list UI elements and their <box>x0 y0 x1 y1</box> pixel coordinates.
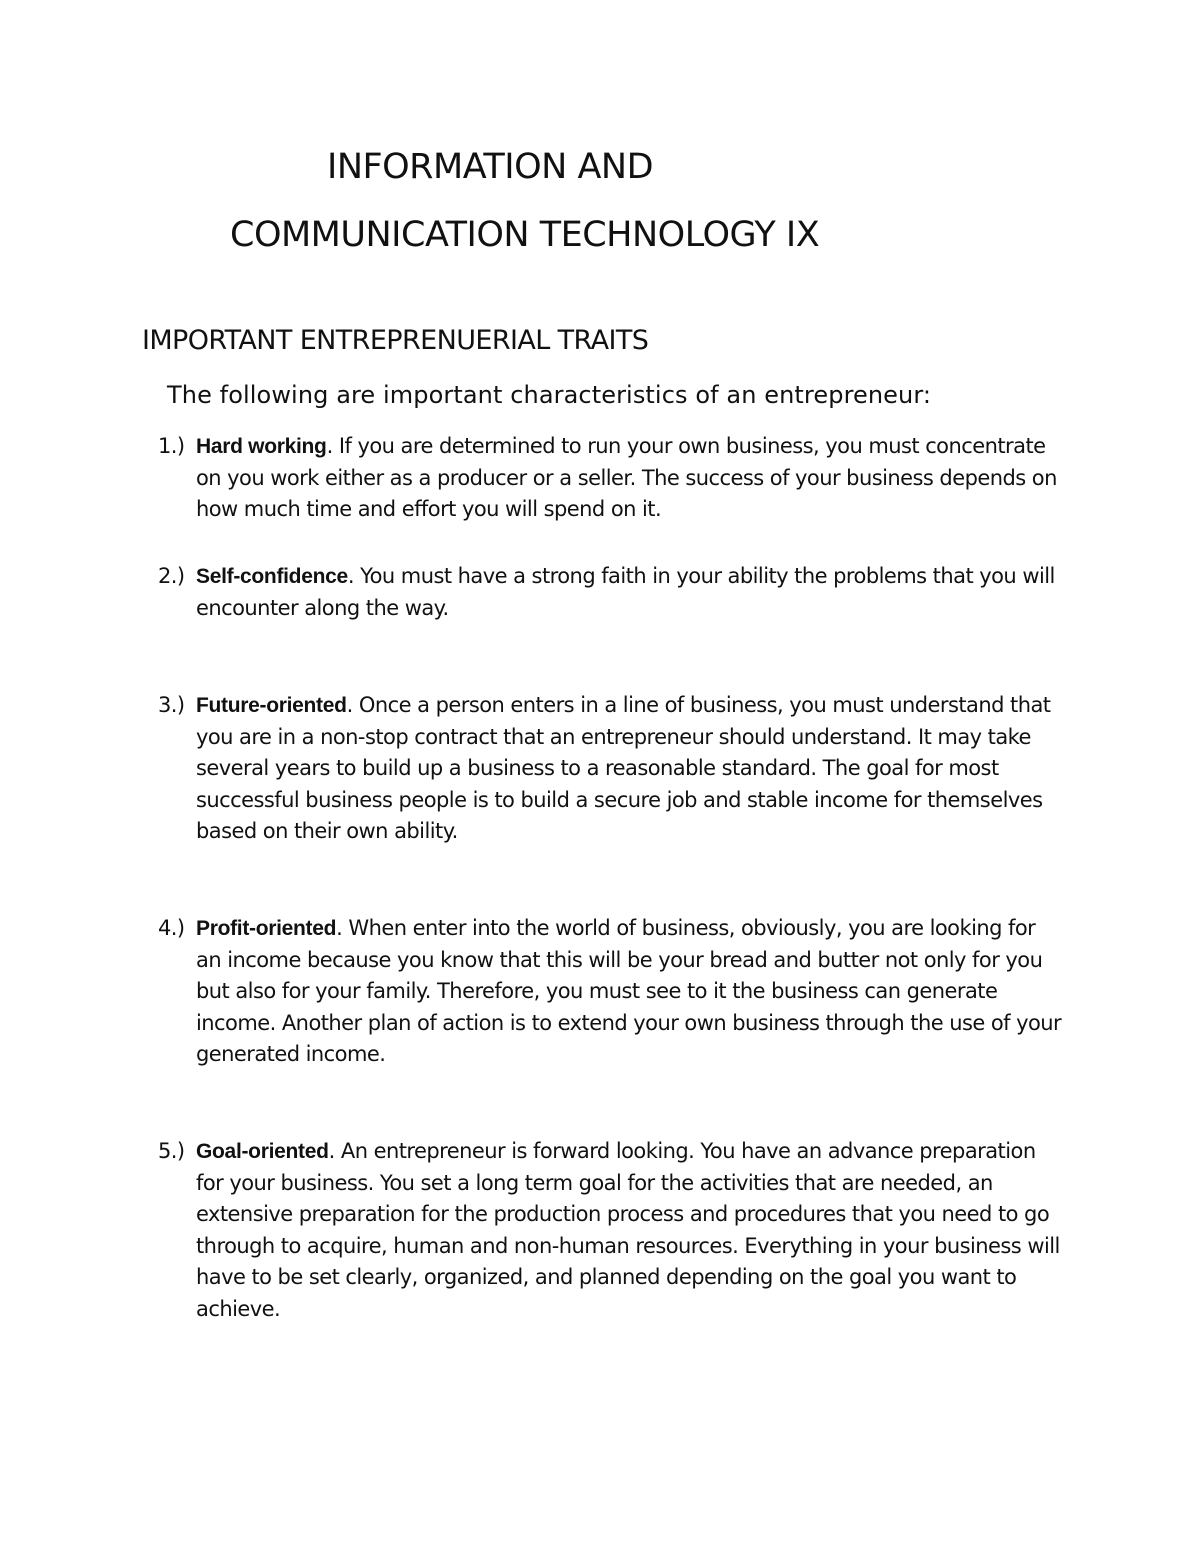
trait-number: 3.) <box>158 693 185 717</box>
trait-body <box>196 561 1063 624</box>
trait-item-goal-oriented <box>158 1136 1063 1325</box>
trait-term: Future-oriented <box>196 694 347 717</box>
trait-number: 4.) <box>158 916 185 940</box>
title-line-2: COMMUNICATION TECHNOLOGY IX <box>230 215 820 255</box>
trait-body <box>196 431 1063 526</box>
section-heading: IMPORTANT ENTREPRENUERIAL TRAITS <box>142 325 649 356</box>
trait-term: Profit-oriented <box>196 917 337 940</box>
trait-body <box>196 1136 1063 1325</box>
trait-term: Self-confidence <box>196 565 348 588</box>
trait-number: 2.) <box>158 564 185 588</box>
intro-text: The following are important characteristics of an entrepreneur: <box>167 381 932 409</box>
trait-item-hard-working <box>158 431 1063 526</box>
title-line-1: INFORMATION AND <box>327 147 654 187</box>
trait-term: Goal-oriented <box>196 1140 329 1163</box>
trait-number: 5.) <box>158 1139 185 1163</box>
trait-item-profit-oriented <box>158 913 1063 1071</box>
trait-text: . An entrepreneur is forward looking. You have an advance preparation for your business. You set a long term goal for the activities that are needed, an extensive preparation for the production process and procedures that you need to go through to acquire, human and non-human resources. Everything in your business will have to be set clearly, organized, and planned depending on the goal you want to achieve. <box>196 1139 1060 1321</box>
trait-text: . If you are determined to run your own business, you must concentrate on you work either as a producer or a seller. The success of your business depends on how much time and effort you will spend on it. <box>196 434 1057 521</box>
trait-body <box>196 913 1063 1071</box>
trait-text: . When enter into the world of business, obviously, you are looking for an income because you know that this will be your bread and butter not only for you but also for your family. Therefore, you must see to it the business can generate income. Another plan of action is to extend your own business through the use of your generated income. <box>196 916 1062 1066</box>
trait-text: . You must have a strong faith in your ability the problems that you will encounter along the way. <box>196 564 1055 620</box>
trait-number: 1.) <box>158 434 185 458</box>
trait-item-self-confidence <box>158 561 1063 624</box>
trait-text: . Once a person enters in a line of business, you must understand that you are in a non-stop contract that an entrepreneur should understand. It may take several years to build up a business to a reasonable standard. The goal for most successful business people is to build a secure job and stable income for themselves based on their own ability. <box>196 693 1051 843</box>
trait-body <box>196 690 1063 848</box>
trait-item-future-oriented <box>158 690 1063 848</box>
trait-term: Hard working <box>196 435 327 458</box>
